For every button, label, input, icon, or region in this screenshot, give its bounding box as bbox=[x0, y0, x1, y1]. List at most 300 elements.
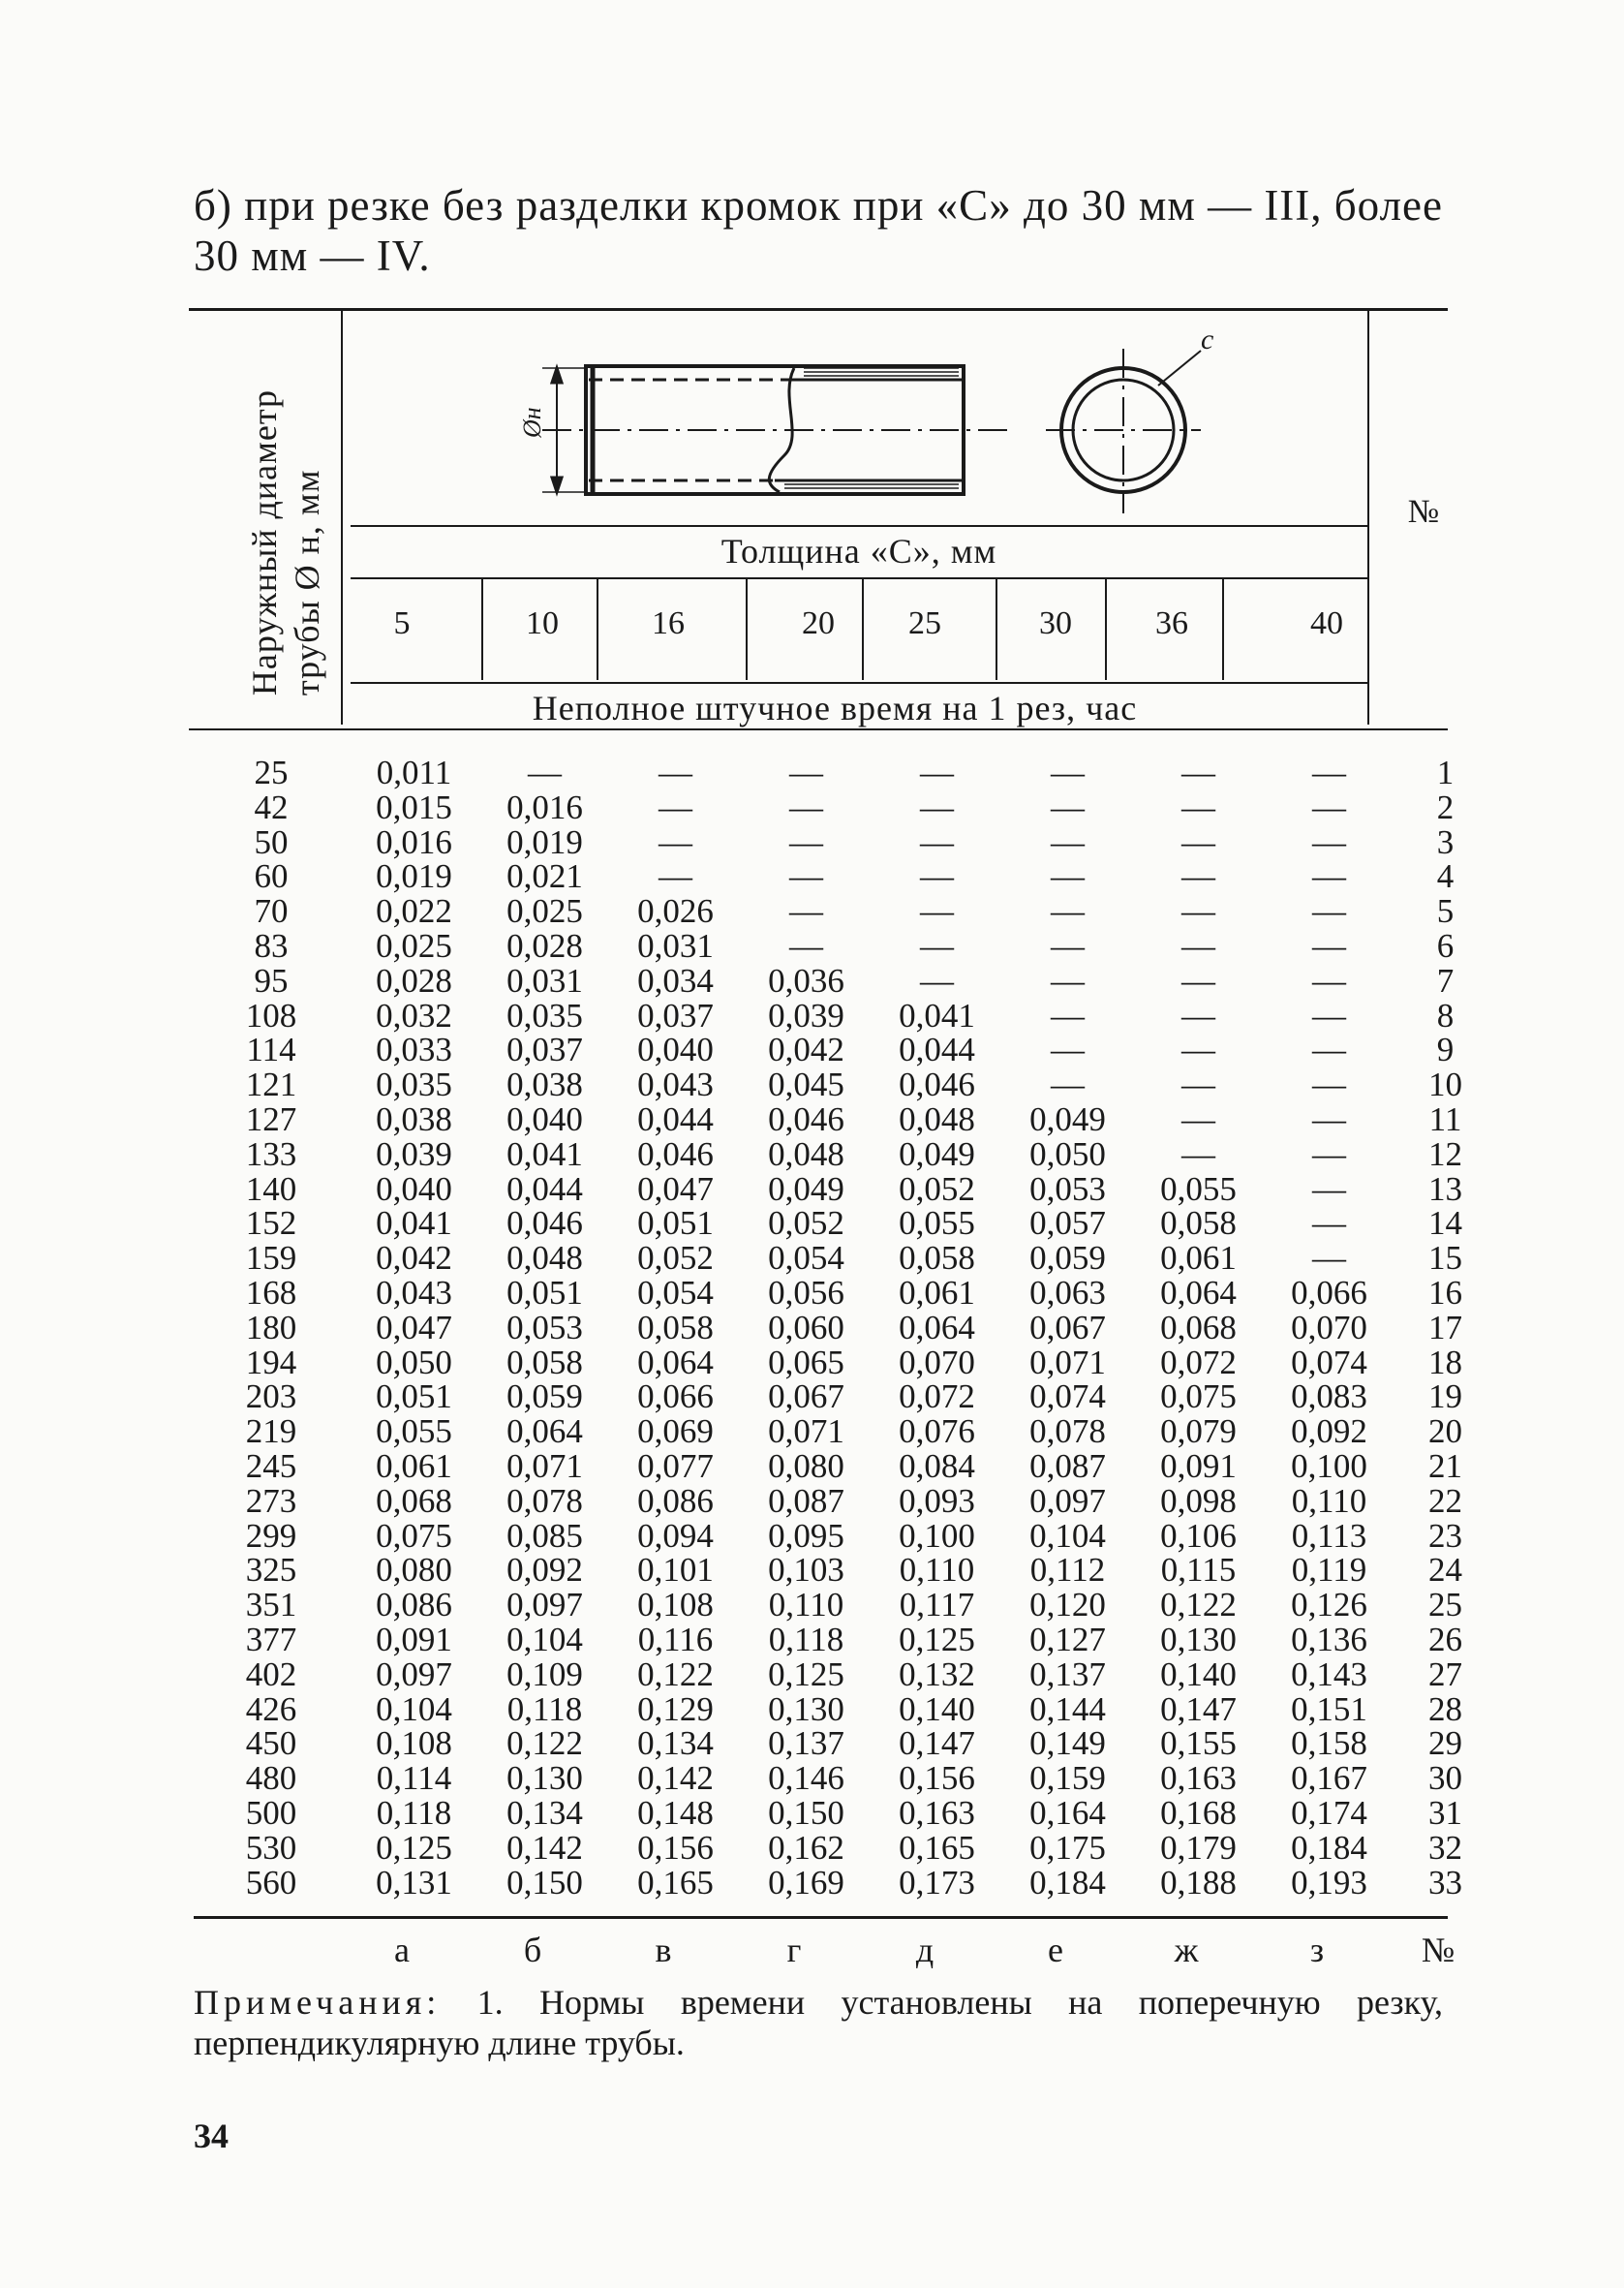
diameter-cell: 168 bbox=[245, 1273, 297, 1312]
time-cell: 0,041 bbox=[899, 996, 975, 1035]
time-cell: 0,106 bbox=[1160, 1516, 1237, 1555]
diameter-cell: 377 bbox=[245, 1620, 297, 1658]
table-row bbox=[194, 1379, 1496, 1414]
time-cell: — bbox=[1051, 996, 1085, 1035]
time-cell: 0,075 bbox=[376, 1516, 452, 1555]
time-cell: 0,085 bbox=[506, 1516, 583, 1555]
time-cell: — bbox=[1312, 961, 1346, 1000]
time-cell: 0,147 bbox=[899, 1724, 975, 1763]
time-cell: 0,091 bbox=[376, 1620, 452, 1658]
time-cell: 0,076 bbox=[899, 1412, 975, 1451]
row-number-cell: 18 bbox=[1428, 1343, 1462, 1381]
time-cell: 0,054 bbox=[768, 1239, 844, 1278]
time-cell: — bbox=[1312, 857, 1346, 896]
time-cell: — bbox=[1312, 1099, 1346, 1138]
diameter-symbol: Øн bbox=[518, 407, 546, 438]
table-row bbox=[194, 1345, 1496, 1380]
time-cell: 0,078 bbox=[1029, 1412, 1106, 1451]
time-cell: 0,043 bbox=[376, 1273, 452, 1312]
row-number-cell: 27 bbox=[1428, 1654, 1462, 1693]
table-row bbox=[194, 1206, 1496, 1241]
time-cell: 0,098 bbox=[1160, 1481, 1237, 1520]
time-cell: 0,044 bbox=[899, 1031, 975, 1069]
diameter-cell: 450 bbox=[245, 1724, 297, 1763]
time-cell: — bbox=[1051, 822, 1085, 861]
time-cell: 0,042 bbox=[768, 1031, 844, 1069]
time-cell: 0,122 bbox=[637, 1654, 714, 1693]
time-cell: 0,051 bbox=[506, 1273, 583, 1312]
time-cell: 0,045 bbox=[768, 1066, 844, 1104]
time-cell: 0,142 bbox=[506, 1828, 583, 1867]
time-cell: 0,053 bbox=[506, 1308, 583, 1346]
time-cell: 0,040 bbox=[637, 1031, 714, 1069]
time-cell: 0,059 bbox=[1029, 1239, 1106, 1278]
time-cell: 0,137 bbox=[1029, 1654, 1106, 1693]
number-column-header: № bbox=[1407, 494, 1440, 530]
diameter-cell: 530 bbox=[245, 1828, 297, 1867]
time-cell: — bbox=[920, 892, 954, 931]
row-number-cell: 25 bbox=[1428, 1586, 1462, 1624]
time-cell: — bbox=[789, 788, 823, 826]
time-cell: 0,047 bbox=[376, 1308, 452, 1346]
time-cell: 0,050 bbox=[1029, 1134, 1106, 1173]
diameter-header-line1: Наружный диаметр bbox=[245, 388, 284, 696]
table-row bbox=[194, 1137, 1496, 1172]
time-cell: — bbox=[1181, 892, 1215, 931]
diameter-column-header bbox=[237, 368, 334, 717]
time-cell: 0,150 bbox=[768, 1793, 844, 1832]
diameter-cell: 219 bbox=[245, 1412, 297, 1451]
time-cell: 0,065 bbox=[768, 1343, 844, 1381]
time-cell: 0,037 bbox=[506, 1031, 583, 1069]
time-cell: 0,039 bbox=[376, 1134, 452, 1173]
time-cell: 0,016 bbox=[506, 788, 583, 826]
time-cell: — bbox=[789, 892, 823, 931]
thickness-header-20: 20 bbox=[802, 605, 835, 641]
diameter-cell: 426 bbox=[245, 1689, 297, 1728]
column-letter: б bbox=[523, 1931, 542, 1969]
time-cell: 0,061 bbox=[376, 1446, 452, 1485]
time-cell: — bbox=[1312, 926, 1346, 965]
row-number-cell: 31 bbox=[1428, 1793, 1462, 1832]
time-cell: — bbox=[1051, 892, 1085, 931]
diameter-cell: 133 bbox=[245, 1134, 297, 1173]
table-row bbox=[194, 999, 1496, 1034]
table-row bbox=[194, 1484, 1496, 1519]
time-cell: 0,080 bbox=[768, 1446, 844, 1485]
time-cell: 0,086 bbox=[376, 1586, 452, 1624]
time-cell: 0,148 bbox=[637, 1793, 714, 1832]
time-cell: 0,115 bbox=[1160, 1551, 1237, 1590]
diameter-cell: 152 bbox=[245, 1204, 297, 1243]
time-cell: 0,061 bbox=[899, 1273, 975, 1312]
time-cell: 0,129 bbox=[637, 1689, 714, 1728]
time-cell: — bbox=[1051, 1031, 1085, 1069]
time-cell: — bbox=[1181, 754, 1215, 791]
row-number-cell: 23 bbox=[1428, 1516, 1462, 1555]
time-cell: 0,175 bbox=[1029, 1828, 1106, 1867]
time-cell: 0,074 bbox=[1029, 1377, 1106, 1416]
thickness-header-5: 5 bbox=[393, 605, 411, 641]
time-cell: 0,118 bbox=[506, 1689, 583, 1728]
time-caption: Неполное штучное время на 1 рез, час bbox=[532, 689, 1138, 727]
time-cell: 0,094 bbox=[637, 1516, 714, 1555]
time-cell: 0,119 bbox=[1291, 1551, 1367, 1590]
column-letter: е bbox=[1048, 1931, 1063, 1969]
table-row bbox=[194, 1831, 1496, 1866]
row-number-cell: 29 bbox=[1428, 1724, 1462, 1763]
thickness-divider bbox=[862, 579, 864, 680]
time-cell: 0,052 bbox=[637, 1239, 714, 1278]
time-cell: 0,136 bbox=[1291, 1620, 1367, 1658]
time-cell: 0,036 bbox=[768, 961, 844, 1000]
time-cell: 0,184 bbox=[1291, 1828, 1367, 1867]
time-cell: 0,046 bbox=[637, 1134, 714, 1173]
time-cell: 0,084 bbox=[899, 1446, 975, 1485]
table-row bbox=[194, 1067, 1496, 1102]
time-cell: 0,046 bbox=[899, 1066, 975, 1104]
time-cell: 0,025 bbox=[376, 926, 452, 965]
time-cell: 0,108 bbox=[376, 1724, 452, 1763]
time-cell: 0,125 bbox=[768, 1654, 844, 1693]
diameter-cell: 42 bbox=[254, 788, 289, 826]
time-cell: — bbox=[1181, 996, 1215, 1035]
time-cell: 0,049 bbox=[768, 1169, 844, 1208]
table-row bbox=[194, 1033, 1496, 1067]
time-cell: 0,028 bbox=[376, 961, 452, 1000]
row-number-cell: 2 bbox=[1436, 788, 1455, 826]
time-cell: — bbox=[659, 857, 692, 896]
time-cell: — bbox=[1181, 926, 1215, 965]
time-cell: 0,064 bbox=[1160, 1273, 1237, 1312]
time-cell: 0,078 bbox=[506, 1481, 583, 1520]
time-cell: 0,072 bbox=[1160, 1343, 1237, 1381]
time-cell: 0,040 bbox=[376, 1169, 452, 1208]
time-cell: 0,097 bbox=[1029, 1481, 1106, 1520]
time-cell: — bbox=[1312, 1031, 1346, 1069]
time-cell: 0,087 bbox=[1029, 1446, 1106, 1485]
time-cell: 0,116 bbox=[637, 1620, 714, 1658]
row-number-cell: 30 bbox=[1428, 1759, 1462, 1798]
row-number-cell: 19 bbox=[1428, 1377, 1462, 1416]
row-number-cell: 20 bbox=[1428, 1412, 1462, 1451]
time-cell: — bbox=[1312, 1066, 1346, 1104]
time-cell: 0,132 bbox=[899, 1654, 975, 1693]
time-cell: 0,026 bbox=[637, 892, 714, 931]
time-cell: 0,058 bbox=[506, 1343, 583, 1381]
time-cell: 0,158 bbox=[1291, 1724, 1367, 1763]
time-cell: 0,163 bbox=[899, 1793, 975, 1832]
diameter-cell: 402 bbox=[245, 1654, 297, 1693]
time-cell: — bbox=[1181, 1066, 1215, 1104]
time-cell: — bbox=[1181, 961, 1215, 1000]
row-number-cell: 33 bbox=[1428, 1863, 1462, 1902]
time-cell: 0,164 bbox=[1029, 1793, 1106, 1832]
time-cell: — bbox=[1312, 788, 1346, 826]
table-row bbox=[194, 1414, 1496, 1449]
time-cell: 0,035 bbox=[376, 1066, 452, 1104]
time-cell: 0,122 bbox=[506, 1724, 583, 1763]
time-cell: 0,091 bbox=[1160, 1446, 1237, 1485]
time-cell: 0,162 bbox=[768, 1828, 844, 1867]
time-cell: 0,031 bbox=[506, 961, 583, 1000]
row-number-cell: 24 bbox=[1428, 1551, 1462, 1590]
column-letter: з bbox=[1309, 1931, 1325, 1969]
time-cell: — bbox=[1312, 996, 1346, 1035]
time-cell: 0,058 bbox=[1160, 1204, 1237, 1243]
time-cell: 0,071 bbox=[768, 1412, 844, 1451]
time-cell: 0,097 bbox=[506, 1586, 583, 1624]
time-cell: 0,080 bbox=[376, 1551, 452, 1590]
table-row bbox=[194, 1519, 1496, 1554]
time-cell: 0,047 bbox=[637, 1169, 714, 1208]
time-cell: — bbox=[659, 788, 692, 826]
diameter-cell: 180 bbox=[245, 1308, 297, 1346]
table-row bbox=[194, 1588, 1496, 1623]
time-cell: 0,144 bbox=[1029, 1689, 1106, 1728]
column-letter: ж bbox=[1174, 1931, 1199, 1969]
time-cell: 0,042 bbox=[376, 1239, 452, 1278]
time-cell: 0,168 bbox=[1160, 1793, 1237, 1832]
time-cell: 0,125 bbox=[376, 1828, 452, 1867]
time-cell: 0,022 bbox=[376, 892, 452, 931]
time-cell: 0,066 bbox=[637, 1377, 714, 1416]
diameter-cell: 351 bbox=[245, 1586, 297, 1624]
time-cell: 0,055 bbox=[899, 1204, 975, 1243]
row-number-cell: 26 bbox=[1428, 1620, 1462, 1658]
time-cell: 0,056 bbox=[768, 1273, 844, 1312]
time-cell: 0,048 bbox=[506, 1239, 583, 1278]
time-cell: 0,067 bbox=[1029, 1308, 1106, 1346]
diameter-cell: 194 bbox=[245, 1343, 297, 1381]
time-cell: — bbox=[1312, 1134, 1346, 1173]
time-cell: — bbox=[1312, 1239, 1346, 1278]
time-cell: 0,108 bbox=[637, 1586, 714, 1624]
time-cell: 0,071 bbox=[1029, 1343, 1106, 1381]
time-cell: 0,037 bbox=[637, 996, 714, 1035]
time-cell: 0,117 bbox=[899, 1586, 975, 1624]
time-cell: 0,104 bbox=[506, 1620, 583, 1658]
time-cell: 0,048 bbox=[768, 1134, 844, 1173]
time-cell: — bbox=[1181, 1031, 1215, 1069]
time-cell: 0,120 bbox=[1029, 1586, 1106, 1624]
thickness-header-30: 30 bbox=[1039, 605, 1072, 641]
thickness-divider bbox=[597, 579, 598, 680]
time-cell: 0,112 bbox=[1029, 1551, 1106, 1590]
row-number-cell: 14 bbox=[1428, 1204, 1462, 1243]
time-cell: 0,070 bbox=[1291, 1308, 1367, 1346]
time-cell: 0,046 bbox=[768, 1099, 844, 1138]
table-row bbox=[194, 1276, 1496, 1311]
time-cell: — bbox=[1051, 1066, 1085, 1104]
table-row bbox=[194, 790, 1496, 825]
time-cell: 0,038 bbox=[506, 1066, 583, 1104]
diameter-cell: 121 bbox=[245, 1066, 297, 1104]
time-cell: 0,165 bbox=[899, 1828, 975, 1867]
time-cell: 0,137 bbox=[768, 1724, 844, 1763]
time-cell: 0,063 bbox=[1029, 1273, 1106, 1312]
thickness-divider bbox=[996, 579, 997, 680]
thickness-divider bbox=[481, 579, 483, 680]
time-cell: 0,125 bbox=[899, 1620, 975, 1658]
time-cell: 0,167 bbox=[1291, 1759, 1367, 1798]
time-cell: 0,057 bbox=[1029, 1204, 1106, 1243]
time-cell: 0,114 bbox=[376, 1759, 452, 1798]
time-cell: — bbox=[659, 754, 692, 791]
thickness-header-16: 16 bbox=[652, 605, 685, 641]
time-cell: — bbox=[528, 754, 562, 791]
table-row bbox=[194, 1311, 1496, 1345]
time-cell: 0,130 bbox=[506, 1759, 583, 1798]
table-row bbox=[194, 929, 1496, 964]
time-cell: 0,149 bbox=[1029, 1724, 1106, 1763]
time-cell: 0,127 bbox=[1029, 1620, 1106, 1658]
time-cell: 0,053 bbox=[1029, 1169, 1106, 1208]
time-cell: 0,044 bbox=[506, 1169, 583, 1208]
time-cell: — bbox=[1051, 857, 1085, 896]
time-cell: 0,165 bbox=[637, 1863, 714, 1902]
time-cell: — bbox=[1312, 892, 1346, 931]
table-bottom-rule bbox=[194, 1916, 1448, 1919]
diameter-cell: 95 bbox=[254, 961, 289, 1000]
time-cell: 0,039 bbox=[768, 996, 844, 1035]
table-row bbox=[194, 964, 1496, 999]
time-cell: 0,130 bbox=[1160, 1620, 1237, 1658]
row-number-cell: 10 bbox=[1428, 1066, 1462, 1104]
intro-paragraph: б) при резке без разделки кромок при «С» до 30 мм — III, более 30 мм — IV. bbox=[194, 181, 1443, 280]
time-cell: 0,118 bbox=[768, 1620, 844, 1658]
time-cell: 0,109 bbox=[506, 1654, 583, 1693]
time-cell: 0,173 bbox=[899, 1863, 975, 1902]
table-row bbox=[194, 1866, 1496, 1901]
time-cell: 0,110 bbox=[768, 1586, 844, 1624]
diameter-header-line2: трубы Ø н, мм bbox=[288, 469, 326, 696]
time-cell: 0,169 bbox=[768, 1863, 844, 1902]
time-cell: 0,041 bbox=[376, 1204, 452, 1243]
table-row bbox=[194, 1623, 1496, 1657]
time-cell: — bbox=[1051, 961, 1085, 1000]
row-number-cell: 5 bbox=[1436, 892, 1455, 931]
table-row bbox=[194, 1726, 1496, 1761]
row-number-cell: 9 bbox=[1436, 1031, 1455, 1069]
time-cell: — bbox=[1181, 1099, 1215, 1138]
time-cell: 0,086 bbox=[637, 1481, 714, 1520]
time-cell: 0,079 bbox=[1160, 1412, 1237, 1451]
diameter-cell: 114 bbox=[246, 1031, 296, 1069]
time-cell: 0,110 bbox=[899, 1551, 975, 1590]
thickness-caption-bottom-rule bbox=[351, 577, 1367, 579]
cutting-time-table bbox=[194, 756, 1496, 1900]
time-cell: 0,126 bbox=[1291, 1586, 1367, 1624]
time-cell: — bbox=[920, 788, 954, 826]
time-cell: 0,083 bbox=[1291, 1377, 1367, 1416]
time-cell: 0,163 bbox=[1160, 1759, 1237, 1798]
time-cell: 0,142 bbox=[637, 1759, 714, 1798]
time-cell: 0,070 bbox=[899, 1343, 975, 1381]
time-cell: 0,050 bbox=[376, 1343, 452, 1381]
diameter-cell: 108 bbox=[245, 996, 297, 1035]
time-cell: 0,038 bbox=[376, 1099, 452, 1138]
time-cell: — bbox=[1312, 822, 1346, 861]
time-cell: 0,052 bbox=[768, 1204, 844, 1243]
time-cell: — bbox=[1181, 788, 1215, 826]
time-cell: 0,130 bbox=[768, 1689, 844, 1728]
diameter-cell: 25 bbox=[254, 754, 289, 791]
table-row bbox=[194, 894, 1496, 929]
time-cell: — bbox=[920, 926, 954, 965]
time-cell: 0,193 bbox=[1291, 1863, 1367, 1902]
diameter-cell: 203 bbox=[245, 1377, 297, 1416]
diameter-cell: 245 bbox=[245, 1446, 297, 1485]
time-cell: 0,134 bbox=[506, 1793, 583, 1832]
time-cell: 0,058 bbox=[637, 1308, 714, 1346]
header-left-divider bbox=[341, 308, 343, 725]
time-cell: 0,075 bbox=[1160, 1377, 1237, 1416]
time-cell: 0,032 bbox=[376, 996, 452, 1035]
time-cell: 0,021 bbox=[506, 857, 583, 896]
time-cell: — bbox=[1312, 754, 1346, 791]
pipe-drawing bbox=[504, 329, 1278, 523]
time-cell: 0,140 bbox=[899, 1689, 975, 1728]
time-cell: 0,155 bbox=[1160, 1724, 1237, 1763]
time-cell: 0,067 bbox=[768, 1377, 844, 1416]
time-cell: — bbox=[1051, 754, 1085, 791]
time-cell: 0,035 bbox=[506, 996, 583, 1035]
row-number-cell: 13 bbox=[1428, 1169, 1462, 1208]
time-cell: 0,103 bbox=[768, 1551, 844, 1590]
time-cell: 0,052 bbox=[899, 1169, 975, 1208]
time-cell: 0,122 bbox=[1160, 1586, 1237, 1624]
diameter-cell: 480 bbox=[245, 1759, 297, 1798]
row-number-cell: 1 bbox=[1436, 754, 1455, 791]
time-cell: — bbox=[920, 754, 954, 791]
time-cell: — bbox=[789, 822, 823, 861]
time-cell: 0,055 bbox=[376, 1412, 452, 1451]
diameter-cell: 325 bbox=[245, 1551, 297, 1590]
time-cell: 0,068 bbox=[376, 1481, 452, 1520]
time-cell: 0,064 bbox=[637, 1343, 714, 1381]
time-cell: 0,092 bbox=[506, 1551, 583, 1590]
diameter-cell: 140 bbox=[245, 1169, 297, 1208]
column-letter: № bbox=[1421, 1931, 1455, 1969]
time-cell: 0,025 bbox=[506, 892, 583, 931]
time-cell: 0,041 bbox=[506, 1134, 583, 1173]
thickness-divider bbox=[1222, 579, 1224, 680]
diameter-cell: 299 bbox=[245, 1516, 297, 1555]
time-cell: 0,064 bbox=[506, 1412, 583, 1451]
time-cell: 0,174 bbox=[1291, 1793, 1367, 1832]
table-row bbox=[194, 859, 1496, 894]
column-letter: а bbox=[394, 1931, 410, 1969]
row-number-cell: 6 bbox=[1436, 926, 1455, 965]
diameter-cell: 60 bbox=[254, 857, 289, 896]
thickness-header-25: 25 bbox=[908, 605, 941, 641]
time-cell: — bbox=[1312, 1169, 1346, 1208]
thickness-caption-top-rule bbox=[351, 525, 1367, 527]
row-number-cell: 22 bbox=[1428, 1481, 1462, 1520]
diameter-cell: 159 bbox=[245, 1239, 297, 1278]
time-cell: 0,159 bbox=[1029, 1759, 1106, 1798]
thickness-header-40: 40 bbox=[1310, 605, 1343, 641]
table-row bbox=[194, 1241, 1496, 1276]
time-cell: — bbox=[789, 754, 823, 791]
time-cell: — bbox=[1181, 857, 1215, 896]
diameter-cell: 83 bbox=[254, 926, 289, 965]
time-cell: 0,147 bbox=[1160, 1689, 1237, 1728]
time-cell: 0,074 bbox=[1291, 1343, 1367, 1381]
table-row bbox=[194, 1796, 1496, 1831]
row-number-cell: 32 bbox=[1428, 1828, 1462, 1867]
